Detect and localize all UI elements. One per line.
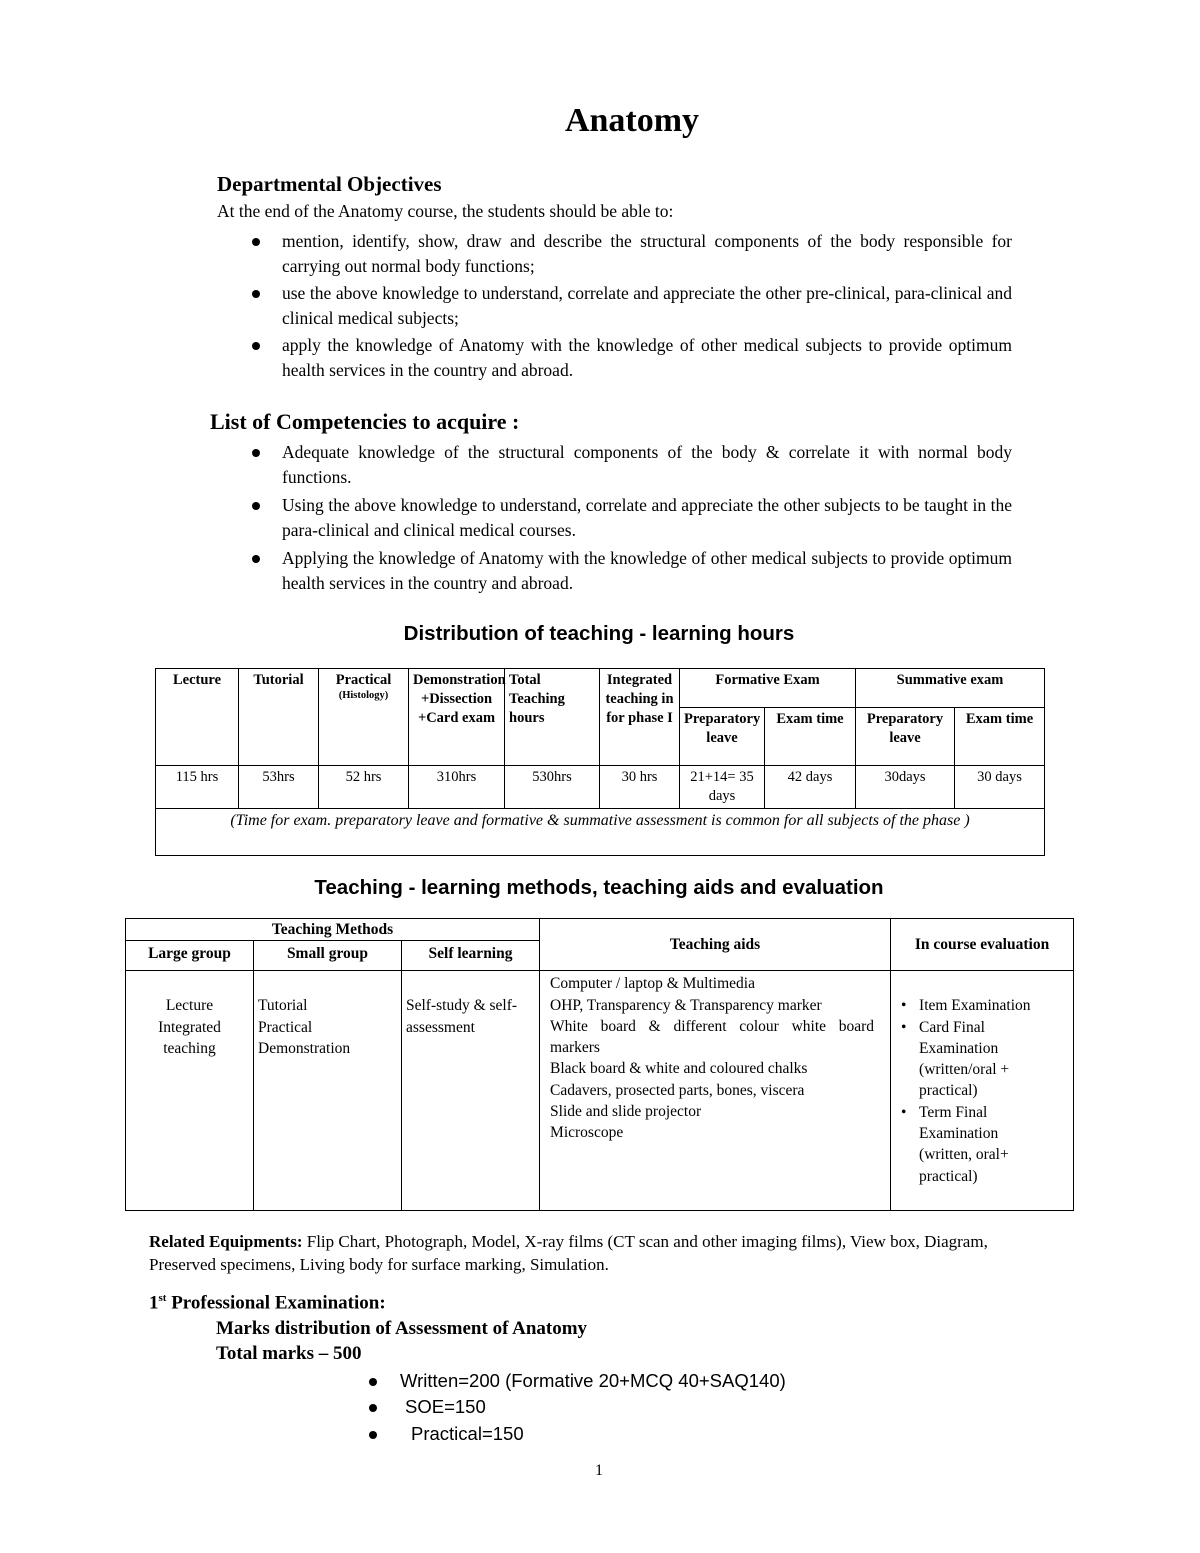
header-small-group: Small group: [254, 941, 402, 971]
list-item: Slide and slide projector: [550, 1103, 702, 1121]
bullet-icon: [369, 1378, 377, 1386]
objective-item: mention, identify, show, draw and describe the structural components of the body responsible for carrying out normal body functions;: [282, 229, 1012, 279]
value-total-hours: 530hrs: [505, 766, 600, 809]
objectives-heading: Departmental Objectives: [217, 172, 442, 196]
value-demonstration: 310hrs: [409, 766, 505, 809]
list-item: • Item Examination: [919, 995, 1043, 1016]
header-evaluation: In course evaluation: [891, 919, 1074, 971]
bullet-icon: [252, 290, 260, 298]
header-teaching-methods: Teaching Methods: [126, 919, 540, 941]
list-item: Computer / laptop & Multimedia: [550, 975, 755, 993]
distribution-table: [155, 668, 1045, 856]
list-item: Integrated: [158, 1018, 221, 1036]
competency-item: Applying the knowledge of Anatomy with the knowledge of other medical subjects to provide optimum health services in the country and abroad.: [282, 546, 1012, 596]
list-item: White board & different colour white board markers: [550, 1017, 875, 1057]
value-lecture: 115 hrs: [156, 766, 239, 809]
bullet-icon: [252, 449, 260, 457]
methods-table: [125, 918, 1074, 1211]
header-total-hours: Total Teaching hours: [505, 669, 600, 766]
marks-item: Practical=150: [411, 1423, 524, 1445]
list-item: • Term Final Examination (written, oral+ practical): [919, 1102, 1043, 1187]
header-summative-exam: Summative exam: [856, 669, 1045, 708]
related-label: Related Equipments:: [149, 1232, 303, 1251]
value-integrated: 30 hrs: [600, 766, 680, 809]
methods-heading: Teaching - learning methods, teaching aids and evaluation: [314, 876, 884, 899]
marks-item: SOE=150: [405, 1396, 486, 1418]
small-group-cell: [254, 971, 402, 1211]
list-item: Cadavers, prosected parts, bones, viscera: [550, 1081, 805, 1099]
header-teaching-aids: Teaching aids: [540, 919, 891, 971]
bullet-icon: [252, 238, 260, 246]
list-item: Demonstration: [258, 1039, 351, 1057]
header-demonstration: Demonstration +Dissection +Card exam: [409, 669, 505, 766]
bullet-icon: [252, 342, 260, 350]
distribution-heading: Distribution of teaching - learning hours: [403, 622, 795, 645]
value-tutorial: 53hrs: [239, 766, 319, 809]
bullet-icon: [252, 555, 260, 563]
header-integrated: Integrated teaching in for phase I: [600, 669, 680, 766]
list-item: Practical: [258, 1018, 313, 1036]
competency-item: Using the above knowledge to understand, correlate and appreciate the other subjects to be taught in the para-clinical and clinical medical courses.: [282, 493, 1012, 543]
header-self-learning: Self learning: [402, 941, 540, 971]
professional-exam-heading: 1st Professional Examination:: [149, 1292, 386, 1314]
page-title: Anatomy: [564, 102, 700, 139]
list-item: Lecture: [165, 997, 214, 1015]
bullet-icon: [369, 1404, 377, 1412]
value-summative-prep: 30days: [856, 766, 955, 809]
teaching-aids-cell: [540, 971, 891, 1211]
large-group-cell: [126, 971, 254, 1211]
marks-item: Written=200 (Formative 20+MCQ 40+SAQ140): [400, 1370, 786, 1392]
self-learning-cell: Self-study & self-assessment: [402, 971, 540, 1211]
list-item: Tutorial: [258, 997, 308, 1015]
header-summative-time: Exam time: [955, 708, 1045, 766]
value-practical: 52 hrs: [319, 766, 409, 809]
competencies-heading: List of Competencies to acquire :: [210, 409, 520, 434]
list-item: Microscope: [550, 1124, 624, 1142]
bullet-icon: [252, 502, 260, 510]
objective-item: apply the knowledge of Anatomy with the knowledge of other medical subjects to provide optimum health services in the country and abroad.: [282, 333, 1012, 383]
distribution-note: (Time for exam. preparatory leave and formative & summative assessment is common for all subjects of the phase ): [156, 809, 1045, 856]
total-marks: Total marks – 500: [216, 1343, 362, 1364]
competency-item: Adequate knowledge of the structural components of the body & correlate it with normal body functions.: [282, 440, 1012, 490]
header-formative-time: Exam time: [765, 708, 856, 766]
list-item: • Card Final Examination (written/oral + practical): [919, 1017, 1043, 1102]
header-large-group: Large group: [126, 941, 254, 971]
header-summative-prep: Preparatory leave: [856, 708, 955, 766]
objectives-intro: At the end of the Anatomy course, the students should be able to:: [217, 201, 674, 221]
related-text: Flip Chart, Photograph, Model, X-ray films (CT scan and other imaging films), View box, Diagram, Preserved specimens, Living body for surface marking, Simulation.: [149, 1232, 988, 1274]
value-summative-time: 30 days: [955, 766, 1045, 809]
header-formative-exam: Formative Exam: [680, 669, 856, 708]
value-formative-prep: 21+14= 35 days: [680, 766, 765, 809]
header-lecture: Lecture: [156, 669, 239, 766]
related-equipments: [149, 1230, 1029, 1276]
header-tutorial: Tutorial: [239, 669, 319, 766]
value-formative-time: 42 days: [765, 766, 856, 809]
header-practical-sub: (Histology): [338, 690, 389, 701]
header-practical: Practical (Histology): [319, 669, 409, 766]
list-item: OHP, Transparency & Transparency marker: [550, 996, 822, 1014]
marks-heading: Marks distribution of Assessment of Anatomy: [216, 1318, 588, 1339]
page-number: 1: [595, 1462, 603, 1479]
list-item: teaching: [163, 1039, 216, 1057]
header-formative-prep: Preparatory leave: [680, 708, 765, 766]
list-item: Black board & white and coloured chalks: [550, 1060, 808, 1078]
evaluation-cell: [891, 971, 1074, 1211]
bullet-icon: [369, 1431, 377, 1439]
objective-item: use the above knowledge to understand, correlate and appreciate the other pre-clinical, para-clinical and clinical medical subjects;: [282, 281, 1012, 331]
